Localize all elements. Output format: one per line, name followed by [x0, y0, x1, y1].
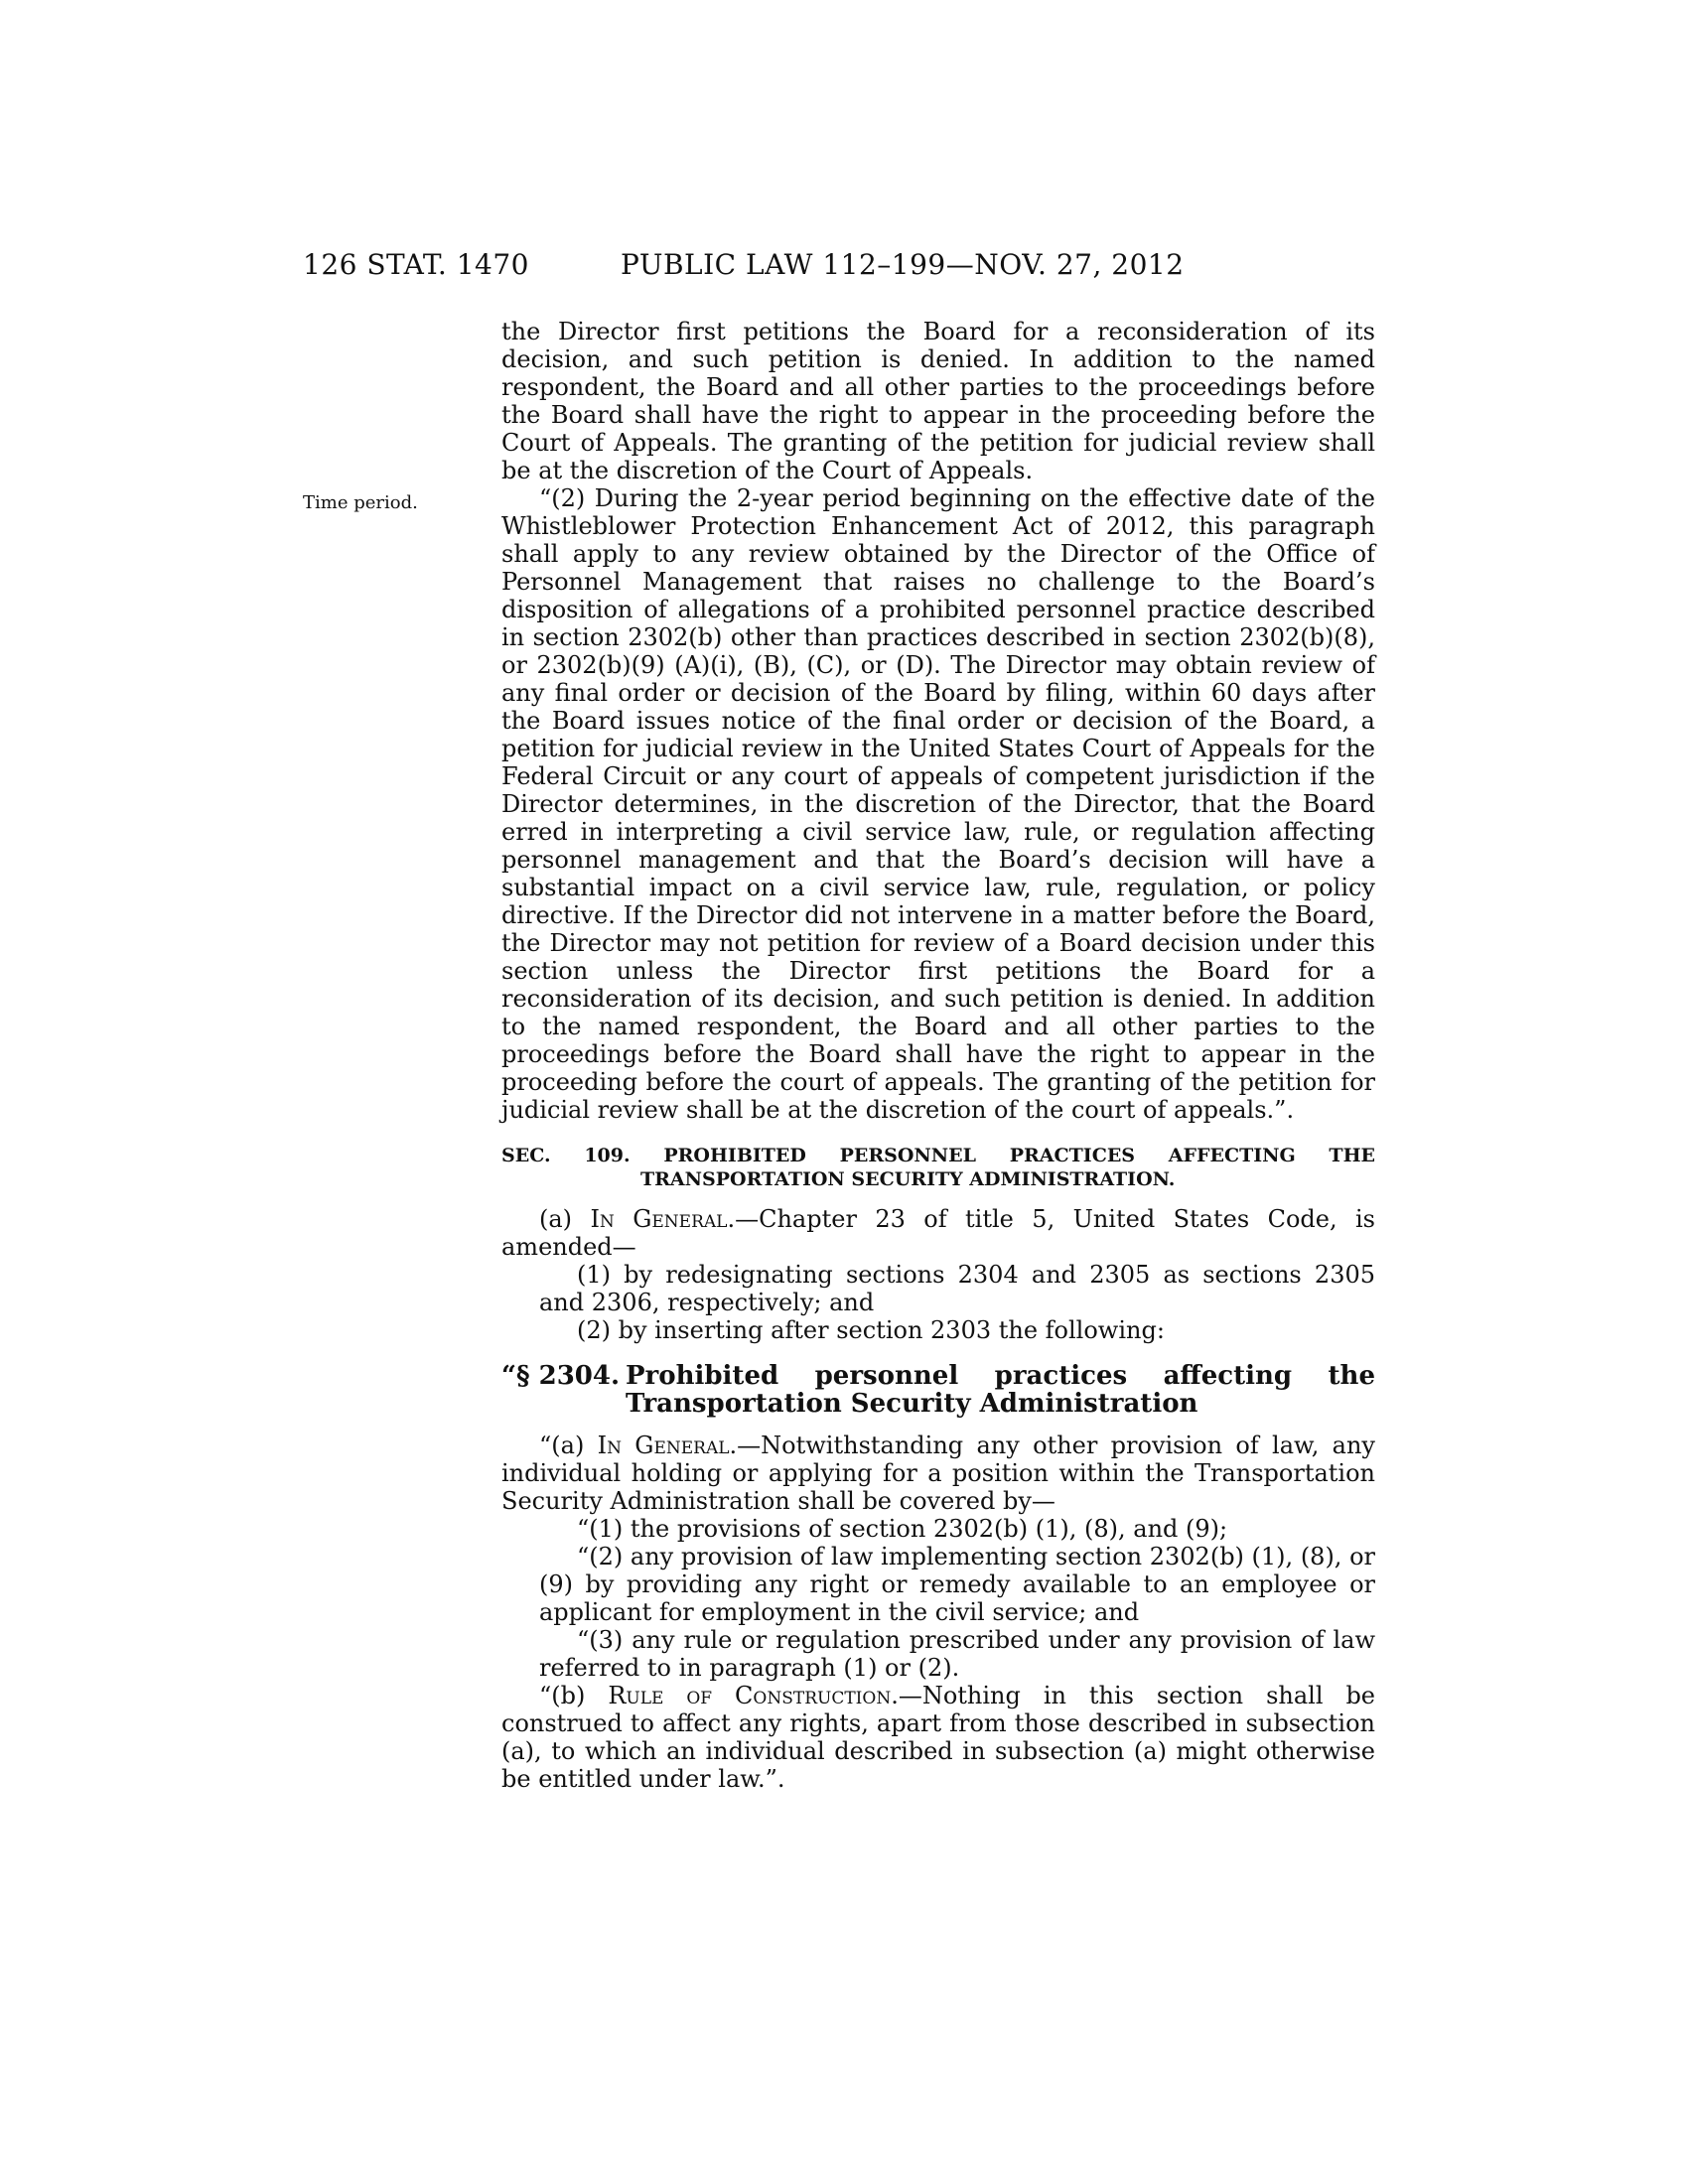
section-2304-item-3: “(3) any rule or regulation prescribed under any provision of law referred to in paragraph (1) or (2). [539, 1626, 1375, 1682]
section-2304-title-line-1: Prohibited personnel practices affecting the [626, 1361, 1375, 1391]
subsection-a-caption: In General [590, 1205, 728, 1233]
section-2304-b-text: .—Nothing in this section shall be construed to affect any rights, apart from those described in subsection (a), to which an individual described in subsection (a) might otherwise be entitled under law.”. [501, 1682, 1376, 1793]
section-2304-heading [501, 1362, 1375, 1418]
section-2304-b-prefix: “(b) [539, 1682, 609, 1709]
section-109-item-2: (2) by inserting after section 2303 the following: [577, 1316, 1165, 1344]
section-109-item-1: (1) by redesignating sections 2304 and 2305 as sections 2305 and 2306, respectively; and [539, 1261, 1375, 1316]
section-2304-title [626, 1362, 1375, 1418]
section-2304-b-caption: Rule of Construction [608, 1682, 892, 1709]
section-2304-subsection-a [501, 1432, 1375, 1515]
section-2304-title-line-2: Transportation Security Administration [626, 1389, 1198, 1419]
subsection-a-prefix: (a) [539, 1205, 591, 1233]
paragraph-2: “(2) During the 2-year period beginning on the effective date of the Whistleblower Protection Enhancement Act of 2012, this paragraph shall apply to any review obtained by the Director of the Office of Personnel Management that raises no challenge to the Board’s disposition of allegations of a prohibited personnel practice described in section 2302(b) other than practices described in section 2302(b)(8), or 2302(b)(9) (A)(i), (B), (C), or (D). The Director may obtain review of any final order or decision of the Board by filing, within 60 days after the Board issues notice of the final order or decision of the Board, a petition for judicial review in the United States Court of Appeals for the Federal Circuit or any court of appeals of competent jurisdiction if the Director determines, in the discretion of the Director, that the Board erred in interpreting a civil service law, rule, or regulation affecting personnel management and that the Board’s decision will have a substantial impact on a civil service law, rule, regulation, or policy directive. If the Director did not intervene in a matter before the Board, the Director may not petition for review of a Board decision under this section unless the Director first petitions the Board for a reconsideration of its decision, and such petition is denied. In addition to the named respondent, the Board and all other parties to the proceedings before the Board shall have the right to appear in the proceeding before the court of appeals. The granting of the petition for judicial review shall be at the discretion of the court of appeals.”. [501, 484, 1375, 1124]
section-2304-a-prefix: “(a) [539, 1432, 598, 1459]
section-2304-item-2: “(2) any provision of law implementing section 2302(b) (1), (8), or (9) by providing any right or remedy available to an employee or applicant for employment in the civil service; and [539, 1543, 1375, 1626]
paragraph-continuation: the Director first petitions the Board for a reconsideration of its decision, and such petition is denied. In addition to the named respondent, the Board and all other parties to the proceedings before the Board shall have the right to appear in the proceeding before the Court of Appeals. The granting of the petition for judicial review shall be at the discretion of the Court of Appeals. [501, 318, 1375, 484]
subsection-a-text: .—Chapter 23 of title 5, United States Code, is amended— [501, 1205, 1375, 1261]
section-2304-subsection-b [501, 1682, 1375, 1793]
page-header [303, 248, 1226, 288]
section-2304-number: “§ 2304. [501, 1361, 621, 1391]
section-2304-item-1: “(1) the provisions of section 2302(b) (1), (8), and (9); [577, 1515, 1228, 1543]
document-body [501, 318, 1375, 1793]
section-109-subsection-a [501, 1205, 1375, 1261]
section-109-heading: SEC. 109. PROHIBITED PERSONNEL PRACTICES AFFECTING THE TRANSPORTATION SECURITY ADMINISTRATION. [501, 1145, 1375, 1190]
section-2304-a-caption: In General [597, 1432, 730, 1459]
margin-note-time-period: Time period. [303, 492, 418, 513]
section-2304-a-text: .—Notwithstanding any other provision of law, any individual holding or applying for a position within the Transportation Security Administration shall be covered by— [501, 1432, 1375, 1515]
statute-citation: 126 STAT. 1470 [303, 248, 529, 281]
public-law-title: PUBLIC LAW 112–199—NOV. 27, 2012 [621, 248, 1185, 281]
